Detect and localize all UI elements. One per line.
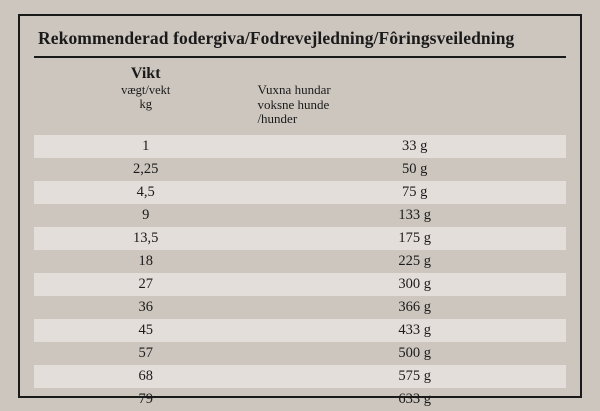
column-header-weight-line1: Vikt	[130, 65, 161, 82]
table-row	[34, 296, 566, 319]
cell-amount: 300 g	[257, 273, 566, 296]
cell-amount: 633 g	[398, 390, 432, 407]
cell-amount: 500 g	[398, 344, 432, 361]
cell-weight: 27	[34, 273, 257, 296]
cell-weight: 2,25	[133, 160, 159, 177]
cell-amount: 433 g	[257, 319, 566, 342]
cell-weight: 79	[138, 390, 153, 407]
feeding-table	[34, 64, 566, 411]
cell-amount: 175 g	[257, 227, 566, 250]
table-row	[34, 227, 566, 250]
feeding-guide-panel	[18, 14, 582, 407]
table-row	[34, 365, 566, 388]
title-divider	[34, 56, 566, 58]
cell-amount: 133 g	[398, 206, 432, 223]
column-header-amount	[257, 64, 566, 135]
table-row	[34, 388, 566, 411]
cell-weight: 68	[34, 365, 257, 388]
column-header-amount-line1: Vuxna hundar	[257, 82, 331, 97]
cell-weight: 1	[34, 135, 257, 158]
cell-weight: 57	[138, 344, 153, 361]
column-header-weight-line2: vægt/vekt	[121, 82, 171, 97]
table-row	[34, 135, 566, 158]
table-row	[34, 204, 566, 227]
cell-amount: 50 g	[402, 160, 428, 177]
cell-weight: 18	[138, 252, 153, 269]
column-header-weight	[34, 64, 257, 135]
cell-weight: 4,5	[34, 181, 257, 204]
table-body	[34, 135, 566, 411]
cell-amount: 225 g	[398, 252, 432, 269]
column-header-amount-line2: voksne hunde	[257, 96, 330, 112]
page-title: Rekommenderad fodergiva/Fodrevejledning/Fôringsveiledning	[38, 28, 515, 48]
cell-amount: 366 g	[398, 298, 432, 315]
table-row	[34, 250, 566, 273]
table-header	[34, 64, 566, 135]
table-row	[34, 319, 566, 342]
table-row	[34, 342, 566, 365]
cell-weight: 36	[138, 298, 153, 315]
table-row	[34, 181, 566, 204]
cell-amount: 575 g	[257, 365, 566, 388]
table-row	[34, 158, 566, 181]
cell-amount: 75 g	[257, 181, 566, 204]
cell-weight: 13,5	[34, 227, 257, 250]
table-header-row	[34, 64, 566, 135]
cell-amount: 33 g	[257, 135, 566, 158]
cell-weight: 45	[34, 319, 257, 342]
column-header-amount-line3: /hunder	[257, 111, 298, 127]
cell-weight: 9	[142, 206, 150, 223]
column-header-weight-line3: kg	[139, 96, 152, 111]
table-row	[34, 273, 566, 296]
